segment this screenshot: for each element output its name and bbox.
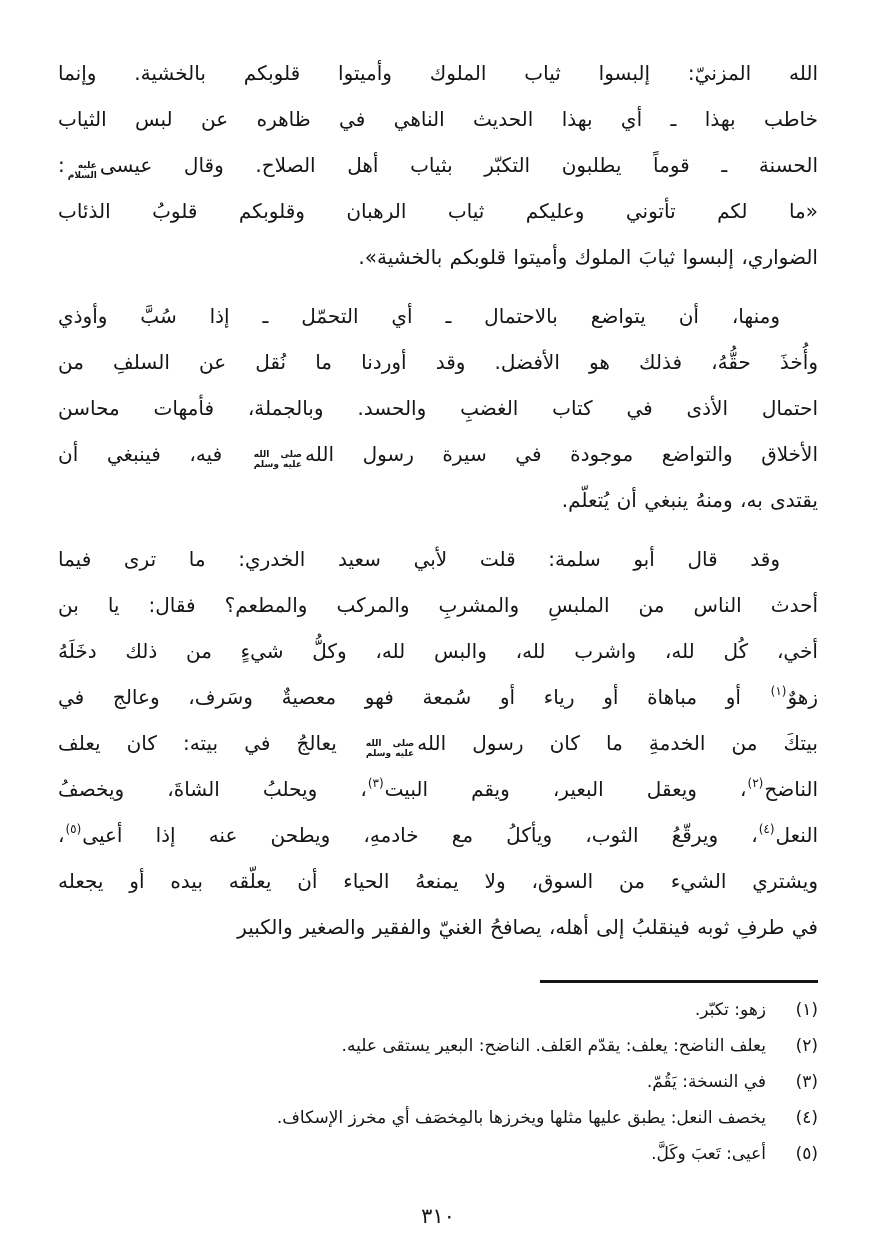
honorific-mark: عليه السلام bbox=[67, 161, 97, 181]
honorific-mark: صلى الله عليه وسلم bbox=[253, 450, 302, 470]
footnote-separator bbox=[540, 980, 818, 983]
text-line: الناضح$^{(٢)}$، ويعقل البعير، ويقم البيت$^{(٣)}$، ويحلبُ الشاةَ، ويخصفُ bbox=[58, 776, 818, 801]
footnote-marker: (١) bbox=[795, 1000, 818, 1020]
text-line: خاطب بهذا ـ أي بهذا الحديث الناهي في ظاهره عن لبس الثياب bbox=[58, 107, 818, 131]
text-line: وأُخذَ حقُّهُ، فذلك هو الأفضل. وقد أوردنا ما نُقل عن السلفِ من bbox=[58, 350, 818, 374]
footnote bbox=[58, 1100, 818, 1136]
text-line: وقد قال أبو سلمة: قلت لأبي سعيد الخدري: ما ترى فيما bbox=[58, 547, 780, 571]
footnote bbox=[58, 1028, 818, 1064]
footnote-ref: (٣) bbox=[367, 776, 384, 790]
footnote-text: أعيى: تَعبَ وكَلَّ. bbox=[651, 1144, 766, 1164]
footnote-text: زهو: تكبّر. bbox=[694, 1000, 766, 1020]
text-line: ويشتري الشيء من السوق، ولا يمنعهُ الحياء أن يعلّقه بيده أو يجعله bbox=[58, 869, 818, 893]
text-line: أخي، كُل لله، واشرب لله، والبس لله، وكلُّ شيءٍ من ذلك دخَلَهُ bbox=[58, 639, 818, 663]
footnote-marker: (٣) bbox=[795, 1072, 818, 1092]
footnote-marker: (٤) bbox=[795, 1108, 818, 1128]
text-line: الأخلاق والتواضع موجودة في سيرة رسول الله صلى الله عليه وسلم فيه، فينبغي أن bbox=[58, 442, 818, 470]
text-line: احتمال الأذى في كتاب الغضبِ والحسد. وبالجملة، فأمهات محاسن bbox=[58, 396, 818, 420]
text-line: الله المزنيّ: إلبسوا ثياب الملوك وأميتوا قلوبكم بالخشية. وإنما bbox=[58, 61, 818, 85]
text-line: يقتدى به، ومنهُ ينبغي أن يُتعلّم. bbox=[561, 488, 818, 512]
paragraph bbox=[58, 50, 818, 280]
text-line: الحسنة ـ قوماً يطلبون التكبّر بثياب أهل الصلاح. وقال عيسى عليه السلام : bbox=[58, 153, 818, 181]
footnote-area bbox=[58, 980, 818, 1172]
footnote-ref: (٥) bbox=[65, 822, 82, 836]
footnote-list bbox=[58, 992, 818, 1172]
footnote-ref: (١) bbox=[770, 684, 787, 698]
text-line: «ما لكم تأتوني وعليكم ثياب الرهبان وقلوبكم قلوبُ الذئاب bbox=[58, 199, 818, 223]
footnote-marker: (٥) bbox=[795, 1144, 818, 1164]
footnote bbox=[58, 1136, 818, 1172]
footnote-text: يعلف الناضح: يعلف: يقدّم العَلف. الناضح: البعير يستقى عليه. bbox=[341, 1036, 766, 1056]
text-line: الضواري، إلبسوا ثيابَ الملوك وأميتوا قلوبكم بالخشية». bbox=[358, 245, 818, 269]
main-text bbox=[58, 50, 818, 963]
text-line: في طرفِ ثوبه فينقلبُ إلى أهله، يصافحُ الغنيّ والفقير والصغير والكبير bbox=[237, 915, 818, 939]
paragraph bbox=[58, 293, 818, 523]
text-line: ومنها، أن يتواضع بالاحتمال ـ أي التحمّل ـ إذا سُبَّ وأوذي bbox=[58, 304, 780, 328]
footnote-text: يخصف النعل: يطبق عليها مثلها ويخرزها بالمِخصَف أي مخرز الإسكاف. bbox=[276, 1108, 766, 1128]
footnote-marker: (٢) bbox=[795, 1036, 818, 1056]
footnote bbox=[58, 992, 818, 1028]
footnote bbox=[58, 1064, 818, 1100]
paragraph bbox=[58, 536, 818, 950]
footnote-ref: (٢) bbox=[747, 776, 764, 790]
text-line: بيتكَ من الخدمةِ ما كان رسول الله صلى الله عليه وسلم يعالجُ في بيته: كان يعلف bbox=[58, 731, 818, 759]
footnote-text: في النسخة: يَقُمّ. bbox=[646, 1072, 766, 1092]
text-line: زهوٌ$^{(١)}$ أو مباهاة أو رياء أو سُمعة فهو معصيةٌ وسَرف، وعالج في bbox=[58, 684, 818, 709]
honorific-mark: صلى الله عليه وسلم bbox=[365, 739, 415, 759]
text-line: أحدث الناس من الملبسِ والمشربِ والمركب والمطعم؟ فقال: يا بن bbox=[58, 593, 818, 617]
page-number: ٣١٠ bbox=[421, 1204, 455, 1228]
footnote-ref: (٤) bbox=[758, 822, 775, 836]
text-line: النعل$^{(٤)}$، ويرقّعُ الثوب، ويأكلُ مع خادمهِ، ويطحن عنه إذا أعيى$^{(٥)}$، bbox=[58, 822, 818, 847]
